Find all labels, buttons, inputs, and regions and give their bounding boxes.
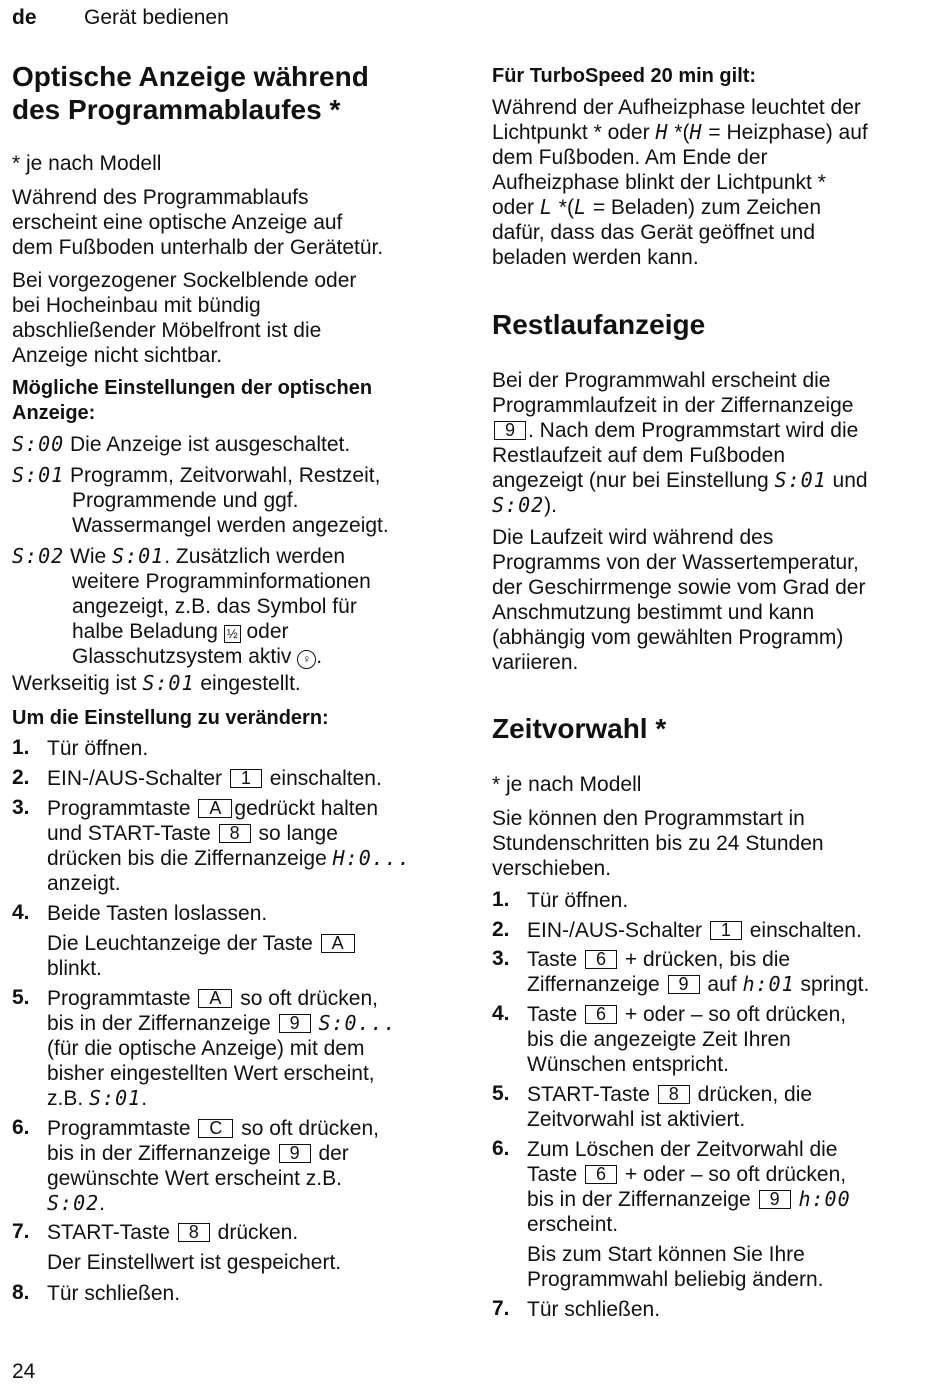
segment-code: S:00 [12,432,65,456]
key-8: 8 [219,824,251,843]
key-6: 6 [585,950,617,969]
section-title: Gerät bedienen [84,6,229,29]
key-c: C [198,1119,233,1138]
key-9: 9 [279,1014,311,1033]
factory-setting: Werkseitig ist S:01 eingestellt. [12,671,301,695]
subheading-change-setting: Um die Einstellung zu verändern: [12,707,329,729]
paragraph-zeitvorwahl: Sie können den Programmstart in Stundenschritten bis zu 24 Stunden verschieben. [492,807,824,880]
paragraph-laufzeit: Die Laufzeit wird während des Programms von der Wassertemperatur, der Geschirrmenge sowie vom Grad der Anschmutzung bestimmt und kann (abhängig vom gewählten Programm) variieren. [492,526,866,674]
model-note: * je nach Modell [492,773,642,796]
language-code: de [12,6,37,29]
setting-s00: S:00 Die Anzeige ist ausgeschaltet. [12,432,351,456]
page-number: 24 [12,1360,36,1383]
setting-s01: S:01 Programm, Zeitvorwahl, Restzeit, Programmende und ggf. Wassermangel werden angezeigt. [12,463,389,537]
model-note: * je nach Modell [12,152,162,175]
subheading-turbospeed: Für TurboSpeed 20 min gilt: [492,65,757,87]
heading-zeitvorwahl: Zeitvorwahl * [492,713,667,744]
page-header [12,6,229,30]
heading-restlaufanzeige: Restlaufanzeige [492,309,706,340]
paragraph-visibility: Bei vorgezogener Sockelblende oder bei Hocheinbau mit bündig abschließender Möbelfront ist die Anzeige nicht sichtbar. [12,269,357,367]
glass-protection-icon: ♀ [297,650,316,669]
segment-code: S:01 [12,463,65,487]
heading-optische-anzeige: Optische Anzeige während des Programmablaufes * [12,61,369,125]
paragraph-restlauf: Bei der Programmwahl erscheint die Programmlaufzeit in der Ziffernanzeige 9 . Nach dem Programmstart wird die Restlaufzeit auf dem Fußboden angezeigt (nur bei Einstellung S:01 und S:02). [492,369,868,517]
half-load-icon: ½ [224,625,241,643]
subheading-settings: Mögliche Einstellungen der optischen Anzeige: [12,377,373,424]
key-1: 1 [230,769,262,788]
segment-code: S:02 [12,544,65,568]
paragraph-turbospeed: Während der Aufheizphase leuchtet der Lichtpunkt * oder H *(H = Heizphase) auf dem Fußboden. Am Ende der Aufheizphase blinkt der Lichtpunkt * oder L *(L = Beladen) zum Zeichen dafür, dass das Gerät geöffnet und beladen werden kann. [492,96,868,269]
key-a: A [198,799,232,818]
setting-s02: S:02 Wie S:01. Zusätzlich werden weitere Programminformationen angezeigt, z.B. das Symbol für halbe Beladung ½ oder Glasschutzsystem aktiv ♀ . [12,544,371,668]
paragraph-display-intro: Während des Programmablaufs erscheint eine optische Anzeige auf dem Fußboden unterhalb der Gerätetür. [12,186,384,259]
